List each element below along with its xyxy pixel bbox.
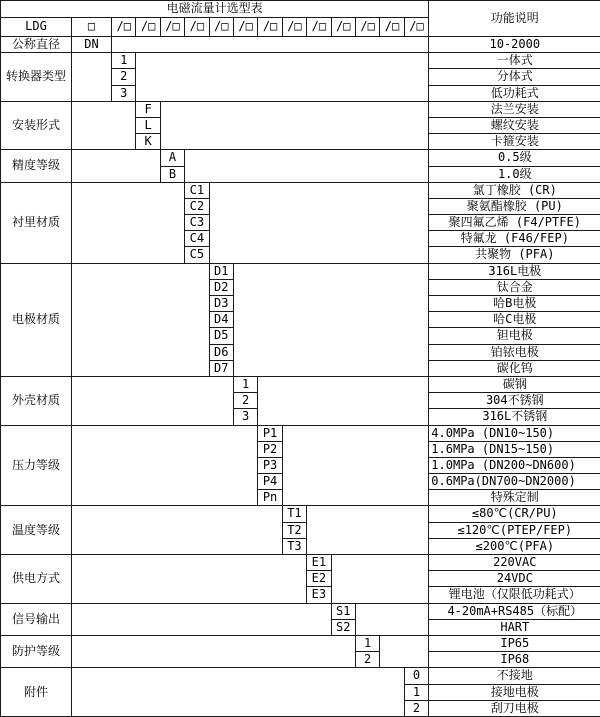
group-row <box>1 506 600 522</box>
spacer-cell <box>331 555 429 604</box>
spacer-cell <box>72 53 112 102</box>
spacer-cell <box>185 150 429 182</box>
spacer-cell <box>307 506 429 555</box>
option-description: 1.0级 <box>429 166 600 182</box>
option-code: D4 <box>209 312 233 328</box>
option-code: P4 <box>258 474 282 490</box>
code-box-slot: □ <box>72 18 112 37</box>
group-row <box>1 263 600 279</box>
option-description: 铂铱电极 <box>429 344 600 360</box>
group-label: 公称直径 <box>1 37 72 53</box>
option-description: 碳钢 <box>429 376 600 392</box>
code-slot-13: /□ <box>404 18 429 37</box>
option-description: 4.0MPa (DN10~150) <box>429 425 600 441</box>
option-code: D7 <box>209 360 233 376</box>
option-description: 共聚物 (PFA) <box>429 247 600 263</box>
spacer-cell <box>160 101 429 150</box>
option-description: 螺纹安装 <box>429 117 600 133</box>
option-code: 1 <box>233 376 257 392</box>
code-slot-11: /□ <box>355 18 379 37</box>
spacer-cell <box>72 506 283 555</box>
spacer-cell <box>258 376 429 425</box>
option-code: B <box>160 166 184 182</box>
option-description: 220VAC <box>429 555 600 571</box>
option-code: S2 <box>331 619 355 635</box>
spacer-cell <box>72 376 234 425</box>
option-code: E2 <box>307 571 331 587</box>
group-label: 电极材质 <box>1 263 72 376</box>
spacer-cell <box>380 635 429 667</box>
option-code: P3 <box>258 457 282 473</box>
option-description: 哈C电极 <box>429 312 600 328</box>
option-code: D1 <box>209 263 233 279</box>
group-row <box>1 101 600 117</box>
option-code: D2 <box>209 279 233 295</box>
spacer-cell <box>233 263 428 376</box>
spacer-cell <box>72 150 161 182</box>
spacer-cell <box>209 182 429 263</box>
option-description: 刮刀电极 <box>429 700 600 716</box>
option-code: 0 <box>404 668 429 684</box>
group-label: 信号输出 <box>1 603 72 635</box>
option-description: HART <box>429 619 600 635</box>
option-code: A <box>160 150 184 166</box>
option-code: D5 <box>209 328 233 344</box>
option-code: C2 <box>185 198 209 214</box>
group-label: 温度等级 <box>1 506 72 555</box>
option-description: 0.6MPa(DN700~DN2000) <box>429 474 600 490</box>
option-code: C5 <box>185 247 209 263</box>
group-label: 供电方式 <box>1 555 72 604</box>
option-description: 304不锈钢 <box>429 393 600 409</box>
code-slot-10: /□ <box>331 18 355 37</box>
option-code: DN <box>72 37 112 53</box>
option-code: K <box>136 134 160 150</box>
code-slot-6: /□ <box>233 18 257 37</box>
option-code: 1 <box>404 684 429 700</box>
option-description: 锂电池（仅限低功耗式） <box>429 587 600 603</box>
option-description: 分体式 <box>429 69 600 85</box>
option-code: P1 <box>258 425 282 441</box>
group-row <box>1 635 600 651</box>
option-code: C4 <box>185 231 209 247</box>
option-description: 接地电极 <box>429 684 600 700</box>
option-description: 低功耗式 <box>429 85 600 101</box>
option-code: D3 <box>209 296 233 312</box>
option-code: E1 <box>307 555 331 571</box>
code-slot-1: /□ <box>112 18 136 37</box>
spacer-cell <box>282 425 429 506</box>
spacer-cell <box>72 101 136 150</box>
option-description: 24VDC <box>429 571 600 587</box>
option-description: 316L电极 <box>429 263 600 279</box>
option-description: 哈B电极 <box>429 296 600 312</box>
group-row <box>1 37 600 53</box>
option-description: ≤200℃(PFA) <box>429 538 600 554</box>
spacer-cell <box>72 182 185 263</box>
option-code: C3 <box>185 215 209 231</box>
option-description: 1.6MPa (DN15~150) <box>429 441 600 457</box>
group-row <box>1 53 600 69</box>
group-label: 安装形式 <box>1 101 72 150</box>
code-slot-12: /□ <box>380 18 404 37</box>
option-code: C1 <box>185 182 209 198</box>
group-row <box>1 182 600 198</box>
spacer-cell <box>136 53 429 102</box>
option-code: T3 <box>282 538 306 554</box>
option-description: 碳化钨 <box>429 360 600 376</box>
option-code: T2 <box>282 522 306 538</box>
option-description: IP68 <box>429 652 600 668</box>
group-row <box>1 555 600 571</box>
group-label: 附件 <box>1 668 72 717</box>
option-description: 316L不锈钢 <box>429 409 600 425</box>
option-code: 2 <box>404 700 429 716</box>
option-code: P2 <box>258 441 282 457</box>
code-slot-8: /□ <box>282 18 306 37</box>
code-slot-9: /□ <box>307 18 331 37</box>
option-code: S1 <box>331 603 355 619</box>
code-slot-5: /□ <box>209 18 233 37</box>
group-row <box>1 603 600 619</box>
spacer-cell <box>112 37 429 53</box>
option-code: 2 <box>233 393 257 409</box>
option-code: 2 <box>355 652 379 668</box>
option-description: 特氟龙 (F46/FEP) <box>429 231 600 247</box>
option-description: 聚氨酯橡胶 (PU) <box>429 198 600 214</box>
option-code: 3 <box>233 409 257 425</box>
option-description: 4-20mA+RS485（标配） <box>429 603 600 619</box>
spacer-cell <box>72 668 405 717</box>
option-description: ≤80℃(CR/PU) <box>429 506 600 522</box>
option-description: 钛合金 <box>429 279 600 295</box>
title-row <box>1 1 600 18</box>
option-code: 1 <box>355 635 379 651</box>
option-description: 法兰安装 <box>429 101 600 117</box>
group-row <box>1 668 600 684</box>
group-label: 压力等级 <box>1 425 72 506</box>
option-description: IP65 <box>429 635 600 651</box>
option-code: 1 <box>112 53 136 69</box>
code-slot-4: /□ <box>185 18 209 37</box>
option-code: E3 <box>307 587 331 603</box>
option-code: T1 <box>282 506 306 522</box>
group-row <box>1 425 600 441</box>
spacer-cell <box>72 263 210 376</box>
option-code: Pn <box>258 490 282 506</box>
option-description: ≤120℃(PTEP/FEP) <box>429 522 600 538</box>
code-slot-3: /□ <box>160 18 184 37</box>
option-code: 2 <box>112 69 136 85</box>
spacer-cell <box>355 603 428 635</box>
option-description: 钽电极 <box>429 328 600 344</box>
model-prefix-label: LDG <box>1 18 72 37</box>
spacer-cell <box>72 635 356 667</box>
spacer-cell <box>72 555 307 604</box>
group-label: 衬里材质 <box>1 182 72 263</box>
code-slot-7: /□ <box>258 18 282 37</box>
option-code: L <box>136 117 160 133</box>
option-description: 氯丁橡胶 (CR) <box>429 182 600 198</box>
group-label: 转换器类型 <box>1 53 72 102</box>
option-description: 0.5级 <box>429 150 600 166</box>
option-description: 10-2000 <box>429 37 600 53</box>
group-label: 外壳材质 <box>1 376 72 425</box>
code-slot-2: /□ <box>136 18 160 37</box>
option-description: 1.0MPa (DN200~DN600) <box>429 457 600 473</box>
option-description: 卡箍安装 <box>429 134 600 150</box>
option-description: 特殊定制 <box>429 490 600 506</box>
group-label: 精度等级 <box>1 150 72 182</box>
option-code: D6 <box>209 344 233 360</box>
option-code: 3 <box>112 85 136 101</box>
option-description: 聚四氟乙烯 (F4/PTFE) <box>429 215 600 231</box>
option-code: F <box>136 101 160 117</box>
group-label: 防护等级 <box>1 635 72 667</box>
option-description: 一体式 <box>429 53 600 69</box>
group-row <box>1 376 600 392</box>
function-column-header: 功能说明 <box>429 1 600 37</box>
spacer-cell <box>72 603 332 635</box>
group-row <box>1 150 600 166</box>
spacer-cell <box>72 425 258 506</box>
option-description: 不接地 <box>429 668 600 684</box>
page-title: 电磁流量计选型表 <box>1 1 429 18</box>
